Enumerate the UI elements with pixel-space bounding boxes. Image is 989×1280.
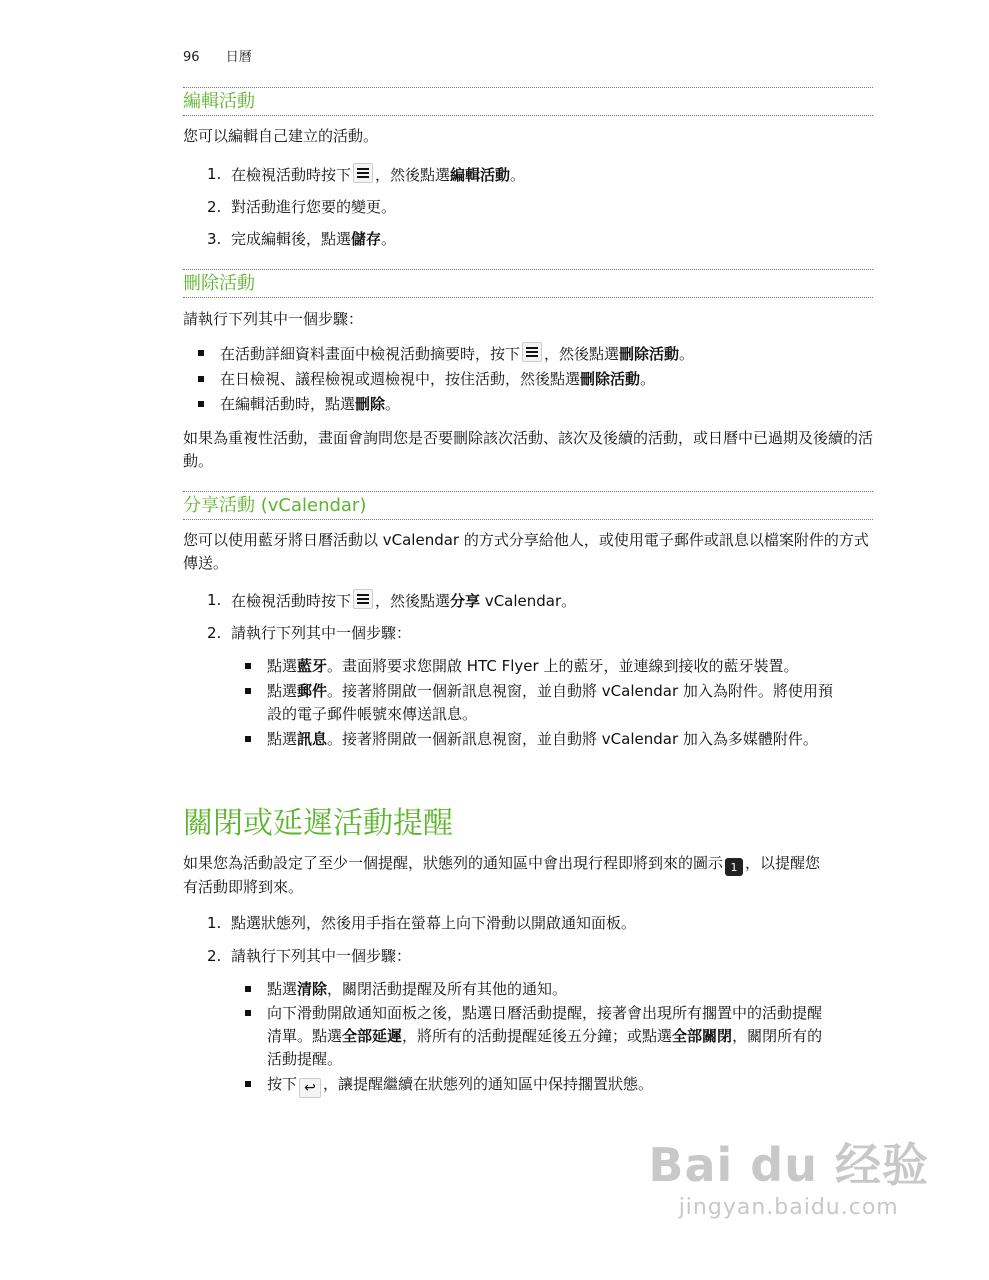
menu-icon [522,342,542,362]
delete-note: 如果為重複性活動，畫面會詢問您是否要刪除該次活動、該次及後續的活動，或日曆中已過期及後續的活動。 [183,429,874,470]
watermark-url: jingyan.baidu.com [678,1195,899,1220]
watermark-logo: Bai du 经验 [648,1138,929,1192]
back-icon: ↩ [299,1078,321,1098]
menu-icon [353,589,373,609]
running-header [183,46,274,65]
watermark [648,1129,929,1220]
chapter-title: 日曆 [225,50,252,65]
section-heading-delete: 刪除活動 [183,269,873,298]
section-heading-edit: 編輯活動 [183,87,873,116]
menu-icon [353,163,373,183]
page-title-reminders: 關閉或延遲活動提醒 [183,806,453,841]
page-number: 96 [183,50,200,65]
share-intro: 您可以使用藍牙將日曆活動以 vCalendar 的方式分享給他人，或使用電子郵件或訊息以檔案附件的方式傳送。 [183,531,869,572]
calendar-event-icon: 1 [725,858,743,876]
remind-intro: 如果您為活動設定了至少一個提醒，狀態列的通知區中會出現行程即將到來的圖示 1 ，以提醒您 有活動即將到來。 [183,854,821,896]
edit-intro: 您可以編輯自己建立的活動。 [183,127,379,145]
delete-intro: 請執行下列其中一個步驟： [183,310,364,328]
section-heading-share: 分享活動 (vCalendar) [183,491,873,520]
